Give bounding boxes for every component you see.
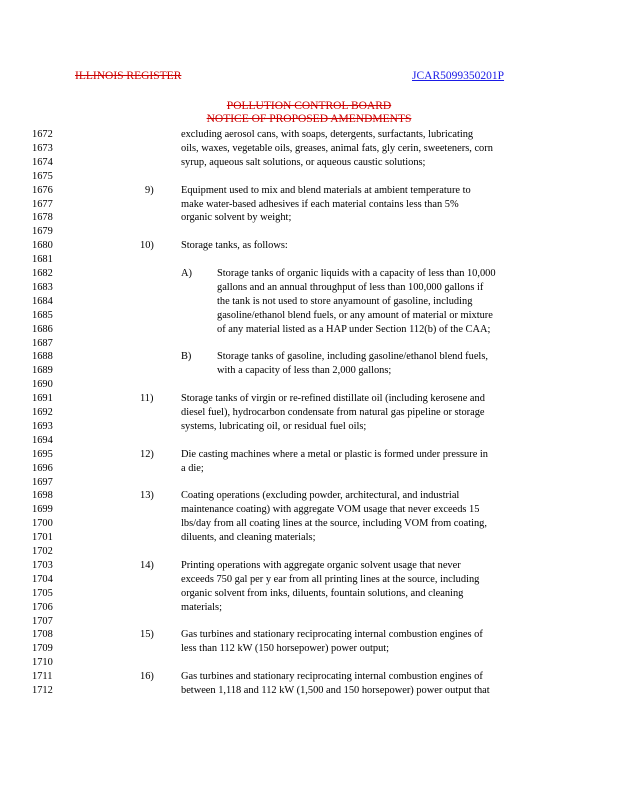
line-number: 1684 bbox=[32, 295, 53, 307]
line-number: 1692 bbox=[32, 407, 53, 418]
line-number: 1704 bbox=[32, 573, 53, 585]
line-number: 1710 bbox=[32, 657, 53, 669]
item-number: 11) bbox=[140, 393, 154, 405]
line-number: 1698 bbox=[32, 490, 53, 502]
line-number: 1696 bbox=[32, 462, 53, 474]
body-text-line: Coating operations (excluding powder, architectural, and industrial bbox=[181, 490, 460, 502]
body-text-line: Storage tanks, as follows: bbox=[181, 240, 288, 252]
line-number: 1694 bbox=[32, 434, 53, 446]
item-number: 16) bbox=[140, 671, 154, 683]
item-number: B) bbox=[181, 351, 192, 363]
body-text-line: syrup, aqueous salt solutions, or aqueous caustic solutions; bbox=[181, 156, 426, 168]
body-text-line: lbs/day from all coating lines at the source, including VOM from coating, bbox=[181, 518, 487, 530]
line-number: 1676 bbox=[32, 184, 53, 196]
item-number: 10) bbox=[140, 240, 154, 252]
jcar-code-link[interactable]: JCAR5099350201P bbox=[412, 70, 505, 82]
line-number: 1695 bbox=[32, 448, 53, 460]
body-text-line: Gas turbines and stationary reciprocating internal combustion engines of bbox=[181, 671, 483, 683]
line-number: 1685 bbox=[32, 309, 53, 321]
line-number: 1688 bbox=[32, 351, 53, 363]
line-number: 1686 bbox=[32, 323, 53, 335]
body-text-line: Equipment used to mix and blend materials at ambient temperature to bbox=[181, 184, 471, 196]
body-text-line: Printing operations with aggregate organic solvent usage that never bbox=[181, 559, 461, 571]
line-number: 1683 bbox=[32, 281, 53, 293]
body-text-line: organic solvent by weight; bbox=[181, 212, 292, 224]
body-text-line: diesel fuel), hydrocarbon condensate from natural gas pipeline or storage bbox=[181, 407, 485, 418]
board-title: POLLUTION CONTROL BOARD bbox=[226, 100, 392, 112]
body-text-line: Storage tanks of gasoline, including gasoline/ethanol blend fuels, bbox=[217, 351, 488, 363]
line-number: 1679 bbox=[32, 226, 53, 238]
line-number: 1702 bbox=[32, 546, 53, 557]
line-number: 1680 bbox=[32, 240, 53, 252]
line-number: 1706 bbox=[32, 601, 53, 613]
notice-title: NOTICE OF PROPOSED AMENDMENTS bbox=[206, 113, 412, 125]
item-number: A) bbox=[181, 268, 192, 279]
item-number: 13) bbox=[140, 490, 154, 502]
body-text-line: gasoline/ethanol blend fuels, or any amount of material or mixture bbox=[217, 309, 493, 321]
body-text-line: the tank is not used to store anyamount of gasoline, including bbox=[217, 295, 473, 307]
line-number: 1699 bbox=[32, 504, 53, 516]
line-number: 1709 bbox=[32, 643, 53, 655]
item-number: 15) bbox=[140, 629, 154, 641]
line-number: 1678 bbox=[32, 212, 53, 224]
body-text-line: less than 112 kW (150 horsepower) power output; bbox=[181, 643, 390, 655]
line-number: 1689 bbox=[32, 365, 53, 377]
line-number: 1712 bbox=[32, 685, 53, 696]
body-text-line: oils, waxes, vegetable oils, greases, animal fats, gly cerin, sweeteners, corn bbox=[181, 142, 493, 154]
body-text-line: Storage tanks of organic liquids with a capacity of less than 10,000 bbox=[217, 268, 496, 279]
body-text-line: make water-based adhesives if each material contains less than 5% bbox=[181, 198, 459, 210]
body-text-line: Gas turbines and stationary reciprocating internal combustion engines of bbox=[181, 629, 483, 641]
line-number: 1711 bbox=[32, 671, 53, 683]
line-number: 1691 bbox=[32, 393, 53, 405]
line-number: 1707 bbox=[32, 615, 53, 627]
body-text-line: with a capacity of less than 2,000 gallons; bbox=[217, 365, 392, 377]
register-header: ILLINOIS REGISTER bbox=[75, 70, 182, 82]
body-text-line: organic solvent from inks, diluents, fountain solutions, and cleaning bbox=[181, 587, 464, 599]
item-number: 9) bbox=[145, 184, 154, 196]
line-number: 1673 bbox=[32, 142, 53, 154]
line-number: 1672 bbox=[32, 129, 53, 140]
line-number: 1700 bbox=[32, 518, 53, 530]
body-text-line: Die casting machines where a metal or plastic is formed under pressure in bbox=[181, 448, 488, 460]
body-text-line: of any material listed as a HAP under Section 112(b) of the CAA; bbox=[217, 323, 491, 335]
body-text-line: a die; bbox=[181, 462, 204, 474]
body-text-line: exceeds 750 gal per y ear from all printing lines at the source, including bbox=[181, 573, 480, 585]
body-text-line: systems, lubricating oil, or residual fuel oils; bbox=[181, 420, 367, 432]
line-number: 1703 bbox=[32, 559, 53, 571]
line-number: 1674 bbox=[32, 156, 53, 168]
line-number: 1701 bbox=[32, 532, 53, 544]
line-number: 1690 bbox=[32, 379, 53, 391]
line-number: 1677 bbox=[32, 198, 53, 210]
body-text-line: between 1,118 and 112 kW (1,500 and 150 horsepower) power output that bbox=[181, 685, 490, 696]
line-number: 1705 bbox=[32, 587, 53, 599]
item-number: 14) bbox=[140, 559, 154, 571]
body-text-line: diluents, and cleaning materials; bbox=[181, 532, 316, 544]
item-number: 12) bbox=[140, 448, 154, 460]
body-text-line: maintenance coating) with aggregate VOM usage that never exceeds 15 bbox=[181, 504, 480, 516]
line-number: 1687 bbox=[32, 337, 53, 349]
body-text-line: materials; bbox=[181, 601, 222, 613]
line-number: 1693 bbox=[32, 420, 53, 432]
body-text-line: gallons and an annual throughput of less than 100,000 gallons if bbox=[217, 281, 484, 293]
body-text-line: excluding aerosol cans, with soaps, detergents, surfactants, lubricating bbox=[181, 129, 474, 140]
line-number: 1681 bbox=[32, 254, 53, 266]
body-text-line: Storage tanks of virgin or re-refined distillate oil (including kerosene and bbox=[181, 393, 485, 405]
line-number: 1708 bbox=[32, 629, 53, 641]
line-number: 1697 bbox=[32, 476, 53, 488]
line-number: 1682 bbox=[32, 268, 53, 279]
line-number: 1675 bbox=[32, 170, 53, 182]
